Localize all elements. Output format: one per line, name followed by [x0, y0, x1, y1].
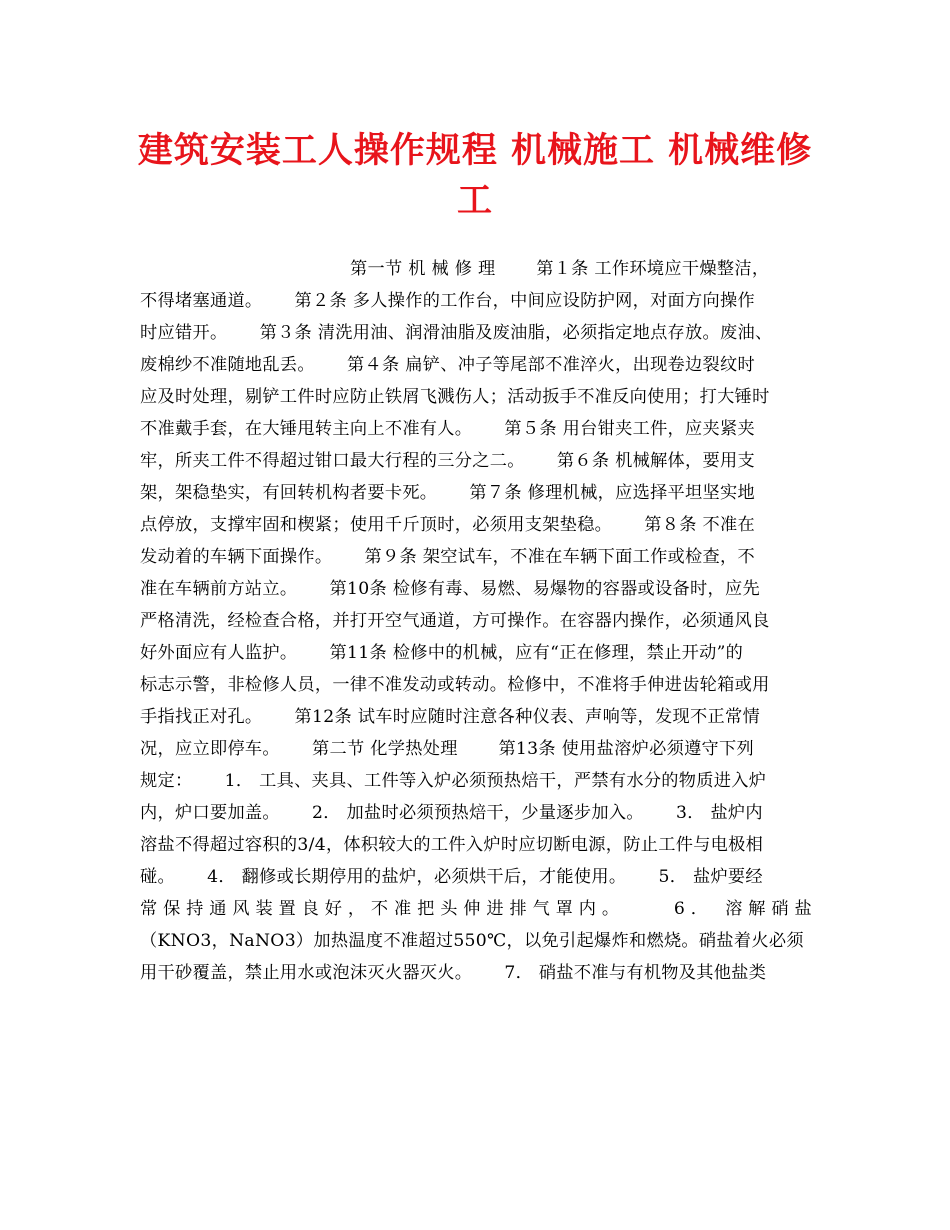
body-line: 碰。 4． 翻修或长期停用的盐炉，必须烘干后，才能使用。 5． 盐炉要经: [140, 867, 763, 887]
body-line: 溶盐不得超过容积的3/4，体积较大的工件入炉时应切断电源，防止工件与电极相: [140, 835, 764, 855]
body-line: 点停放，支撑牢固和楔紧；使用千斤顶时，必须用支架垫稳。 第８条 不准在: [140, 515, 755, 535]
body-line: 第一节 机 械 修 理 第１条 工作环境应干燥整洁，: [350, 259, 770, 279]
body-line: 牢，所夹工件不得超过钳口最大行程的三分之二。 第６条 机械解体，要用支: [140, 451, 755, 471]
body-line: 废棉纱不准随地乱丢。 第４条 扁铲、冲子等尾部不准淬火，出现卷边裂纹时: [140, 355, 755, 375]
body-line: 况，应立即停车。 第二节 化学热处理 第13条 使用盐溶炉必须遵守下列: [140, 739, 755, 759]
body-line: 手指找正对孔。 第12条 试车时应随时注意各种仪表、声响等，发现不正常情: [140, 707, 760, 727]
document-body: [140, 253, 812, 989]
body-line: 架，架稳垫实，有回转机构者要卡死。 第７条 修理机械，应选择平坦坚实地: [140, 483, 755, 503]
body-line: 应及时处理，剔铲工件时应防止铁屑飞溅伤人；活动扳手不准反向使用；打大锤时: [140, 387, 770, 407]
body-line: 准在车辆前方站立。 第10条 检修有毒、易燃、易爆物的容器或设备时，应先: [140, 579, 760, 599]
body-line: 时应错开。 第３条 清洗用油、润滑油脂及废油脂，必须指定地点存放。废油、: [140, 323, 773, 343]
body-line: 内，炉口要加盖。 2． 加盐时必须预热焙干，少量逐步加入。 3． 盐炉内: [140, 803, 763, 823]
body-line: 好外面应有人监护。 第11条 检修中的机械，应有“正在修理，禁止开动”的: [140, 643, 744, 663]
body-line: 标志示警，非检修人员，一律不准发动或转动。检修中，不准将手伸进齿轮箱或用: [140, 675, 770, 695]
body-line: （KNO3，NaNO3）加热温度不准超过550℃，以免引起爆炸和燃烧。硝盐着火必须: [140, 931, 804, 951]
body-line: 不准戴手套，在大锤甩转主向上不准有人。 第５条 用台钳夹工件，应夹紧夹: [140, 419, 755, 439]
body-line: 严格清洗，经检查合格，并打开空气通道，方可操作。在容器内操作，必须通风良: [140, 611, 770, 631]
body-line: 不得堵塞通道。 第２条 多人操作的工作台，中间应设防护网，对面方向操作: [140, 291, 755, 311]
document-title: 建筑安装工人操作规程 机械施工 机械维修工: [137, 130, 813, 221]
body-line: 发动着的车辆下面操作。 第９条 架空试车，不准在车辆下面工作或检查，不: [140, 547, 755, 567]
body-line: 常保持通风装置良好，不准把头伸进排气罩内。 6． 溶解硝盐: [140, 899, 812, 919]
body-line: 规定： 1． 工具、夹具、工件等入炉必须预热焙干，严禁有水分的物质进入炉: [140, 771, 767, 791]
body-line: 用干砂覆盖，禁止用水或泡沫灭火器灭火。 7． 硝盐不准与有机物及其他盐类: [140, 963, 767, 983]
